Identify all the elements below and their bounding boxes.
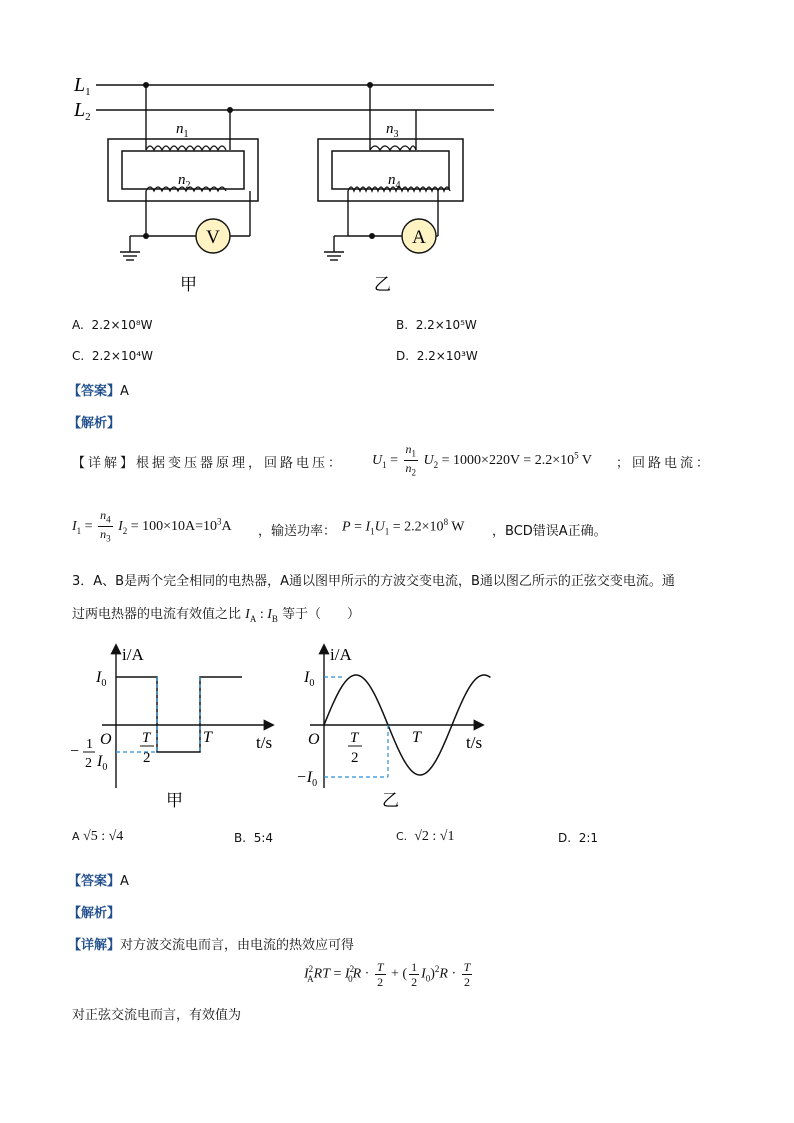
origin-label: O xyxy=(100,731,112,748)
graph-right-caption: 乙 xyxy=(382,791,399,810)
y-tick-neg-num: 1 xyxy=(86,737,93,752)
ammeter-label: A xyxy=(412,227,426,248)
q2-detail-line1: 【详解】根据变压器原理，回路电压： xyxy=(72,456,345,471)
y-axis-label: i/A xyxy=(330,645,352,664)
x-tick-t: T xyxy=(203,729,212,746)
y-tick-i0: $I_0$ xyxy=(96,669,107,689)
q2-option-d[interactable]: D. 2.2×10³W xyxy=(396,349,478,363)
q3-stem-line1: 3．A、B是两个完全相同的电热器，A通以图甲所示的方波交变电流，B通以图乙所示的正弦交变电流。通 xyxy=(72,574,675,589)
line-l2-label: $L_2$ xyxy=(74,99,91,123)
q2-option-b[interactable]: B. 2.2×10⁵W xyxy=(396,318,477,332)
sine-wave-graph xyxy=(296,638,496,818)
q2-current-equation: $I_1$ = $\frac{n_4}{n_3}$ $I_2 = 100\times 10A=10^3A$ xyxy=(72,508,232,544)
q3-sine-line: 对正弦交流电而言，有效值为 xyxy=(72,1008,242,1023)
q3-detail-line: 【详解】对方波交流电而言，由电流的热效应可得 xyxy=(68,938,355,953)
ground-right-icon xyxy=(324,252,344,260)
q2-analysis-tag: 【解析】 xyxy=(68,416,121,431)
q3-analysis-tag: 【解析】 xyxy=(68,906,121,921)
left-caption: 甲 xyxy=(180,275,197,294)
transformer-circuit-diagram xyxy=(60,64,510,304)
x-tick-t-half-num: T xyxy=(350,730,359,746)
q2-detail-line2-tail: ，BCD错误A正确。 xyxy=(492,524,607,539)
x-axis-label: t/s xyxy=(466,733,483,752)
voltmeter-label: V xyxy=(206,227,220,248)
graph-left-caption: 甲 xyxy=(166,791,183,810)
q2-voltage-equation: $U_1$ = $\frac{n_1}{n_2}$ $U_2 = 1000\times 220V = 2.2\times 10^5$ V xyxy=(372,442,592,478)
q3-heat-equation: $I^2_ART = I^2_0R$ · $\frac{T}{2}$ + ( $\frac{1}{2}$ $I_0)^2R$ · $\frac{T}{2}$ xyxy=(304,960,471,989)
y-axis-label-full: i/A xyxy=(122,645,144,664)
x-axis-label: t/s xyxy=(256,733,273,752)
n3-label: $n_3$ xyxy=(386,121,399,140)
q2-option-c[interactable]: C. 2.2×10⁴W xyxy=(72,349,153,363)
q3-option-d[interactable]: D. 2:1 xyxy=(558,831,599,845)
square-wave-curve xyxy=(116,677,242,752)
q2-detail-line1-tail: ；回路电流： xyxy=(616,456,713,471)
q3-option-b[interactable]: B. 5:4 xyxy=(234,831,273,845)
y-tick-neg-var: $I_0$ xyxy=(97,753,108,773)
y-tick-neg-den: 2 xyxy=(85,756,92,771)
y-tick-neg-i0: $-I_0$ xyxy=(296,769,318,789)
y-tick-neg-sign: − xyxy=(70,743,80,760)
x-tick-t: T xyxy=(412,729,421,746)
x-tick-t-half-den: 2 xyxy=(351,750,359,766)
x-tick-t-half-den: 2 xyxy=(143,750,151,766)
q3-stem-line2: 过两电热器的电流有效值之比 $I_A$ : $I_B$ 等于（ ） xyxy=(72,607,361,624)
line-l1-label: $L_1$ xyxy=(74,74,91,98)
square-wave-graph xyxy=(66,638,286,818)
n1-label: $n_1$ xyxy=(176,121,189,140)
q2-option-a[interactable]: A. 2.2×10⁸W xyxy=(72,318,153,332)
coil-n3 xyxy=(370,146,416,150)
x-tick-t-half-num: T xyxy=(142,730,151,746)
q2-answer: 【答案】A xyxy=(68,384,129,399)
coil-n1 xyxy=(146,146,226,150)
n4-label: $n_4$ xyxy=(388,172,401,191)
ground-left-icon xyxy=(120,252,140,260)
n2-label: $n_2$ xyxy=(178,172,191,191)
right-caption: 乙 xyxy=(374,275,391,294)
q3-answer: 【答案】A xyxy=(68,874,129,889)
origin-label: O xyxy=(308,731,320,748)
q3-option-a[interactable]: A √5 : √4 xyxy=(72,829,124,844)
q2-detail-line2-mid: ，输送功率： xyxy=(258,524,337,539)
y-tick-i0: $I_0$ xyxy=(304,669,315,689)
q2-power-equation: $P = I_1U_1 = 2.2\times 10^8$ W xyxy=(342,517,465,537)
q3-option-c[interactable]: C. √2 : √1 xyxy=(396,829,455,844)
left-core-outer xyxy=(108,139,258,201)
